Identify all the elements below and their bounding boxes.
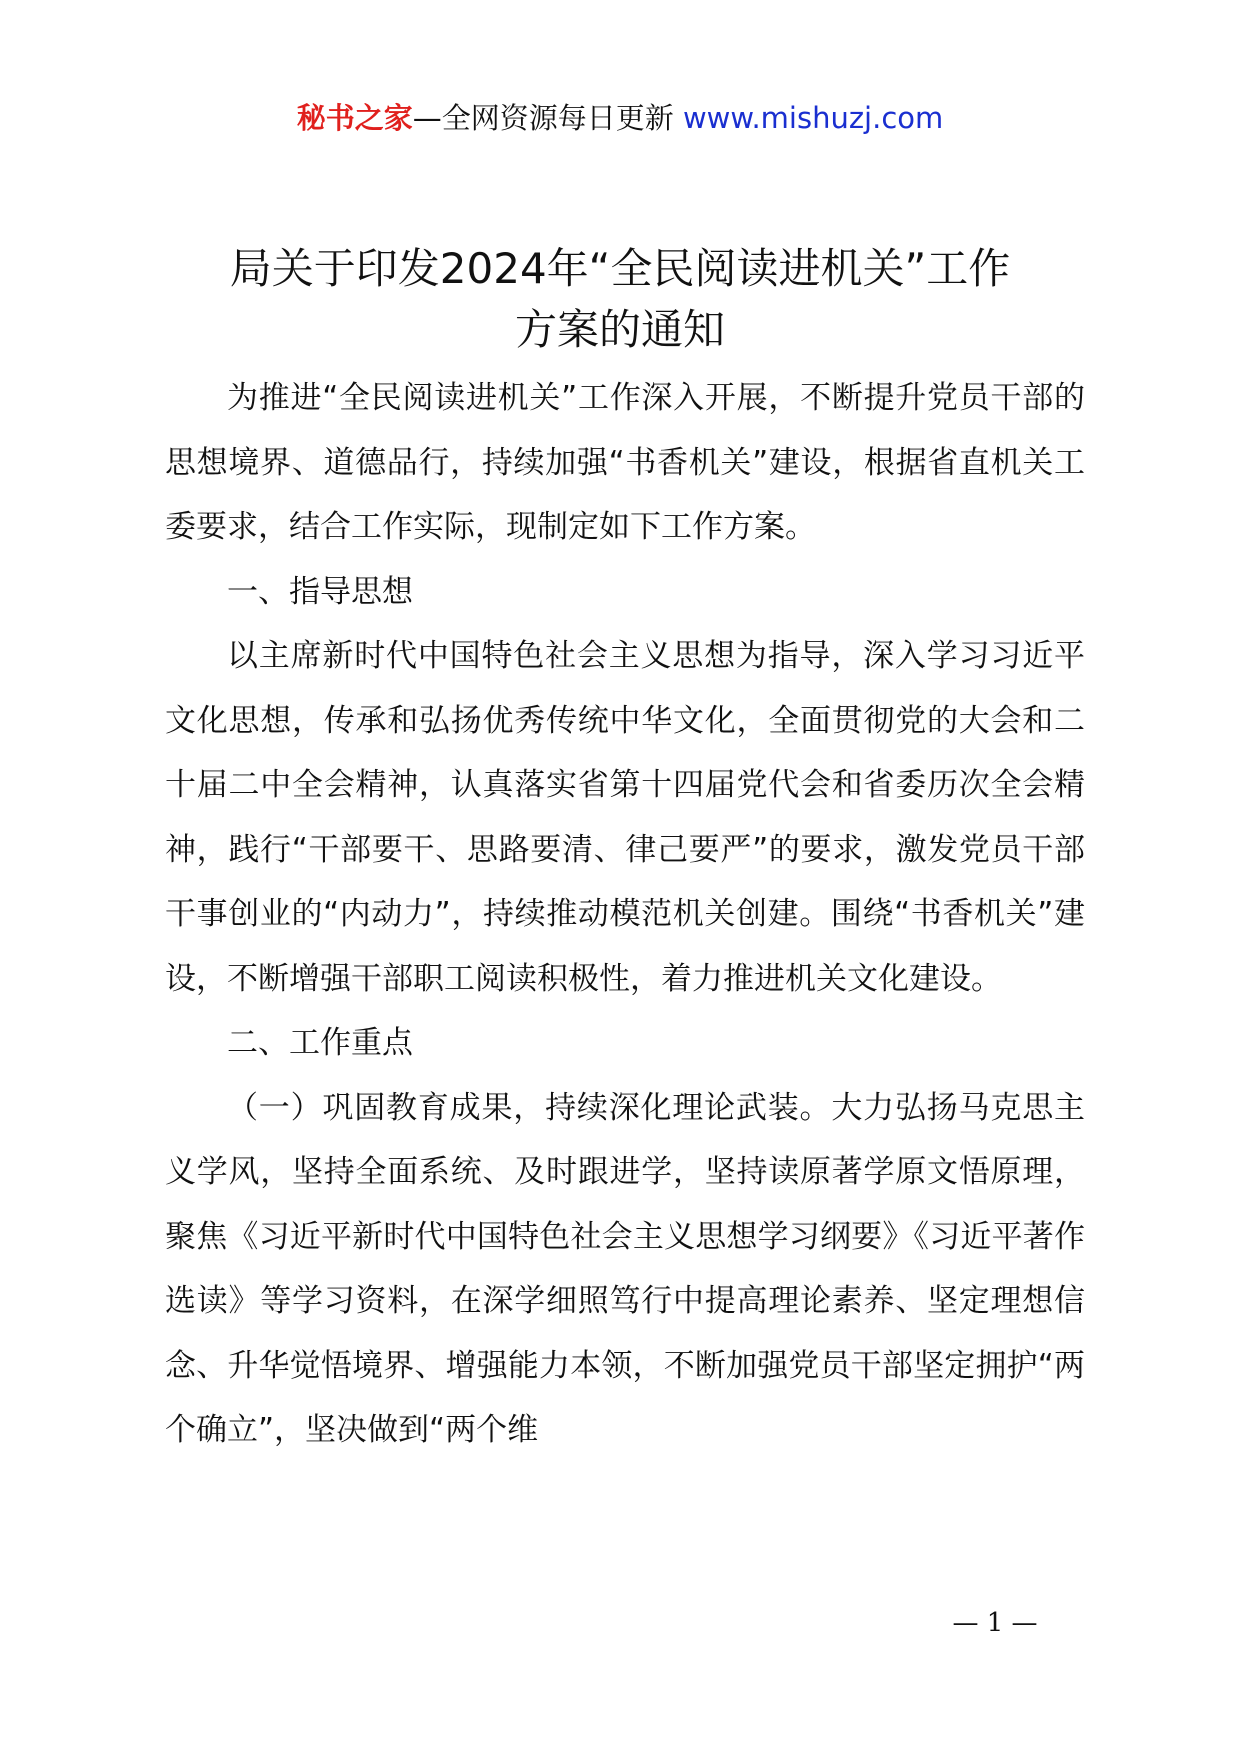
title-line-1: 局关于印发2024年“全民阅读进机关”工作 [229, 244, 1011, 293]
document-title [150, 238, 1090, 360]
section-heading-guiding-ideology: 一、指导思想 [227, 573, 413, 610]
intro-paragraph: 为推进“全民阅读进机关”工作深入开展，不断提升党员干部的思想境界、道德品行，持续加强“书香机关”建设，根据省直机关工委要求，结合工作实际，现制定如下工作方案。 [165, 380, 1085, 545]
document-body [165, 366, 1085, 1463]
guiding-ideology-paragraph: 以主席新时代中国特色社会主义思想为指导，深入学习习近平文化思想，传承和弘扬优秀传统中华文化，全面贯彻党的大会和二十届二中全会精神，认真落实省第十四届党代会和省委历次全会精神，践行“干部要干、思路要清、律己要严”的要求，激发党员干部干事创业的“内动力”，持续推动模范机关创建。围绕“书香机关”建设，不断增强干部职工阅读积极性，着力推进机关文化建设。 [165, 638, 1085, 997]
site-header [0, 98, 1240, 138]
title-line-2: 方案的通知 [514, 305, 725, 354]
page-number: — 1 — [952, 1608, 1038, 1638]
site-brand: 秘书之家 [296, 101, 413, 135]
site-url-link[interactable]: www.mishuzj.com [682, 101, 944, 135]
section-heading-work-focus: 二、工作重点 [227, 1025, 413, 1061]
work-focus-item-1-paragraph: （一）巩固教育成果，持续深化理论武装。大力弘扬马克思主义学风，坚持全面系统、及时跟进学，坚持读原著学原文悟原理，聚焦《习近平新时代中国特色社会主义思想学习纲要》《习近平著作选读》等学习资料，在深学细照笃行中提高理论素养、坚定理想信念、升华觉悟境界、增强能力本领，不断加强党员干部坚定拥护“两个确立”，坚决做到“两个维 [165, 1089, 1085, 1448]
site-tagline: —全网资源每日更新 [412, 101, 683, 135]
